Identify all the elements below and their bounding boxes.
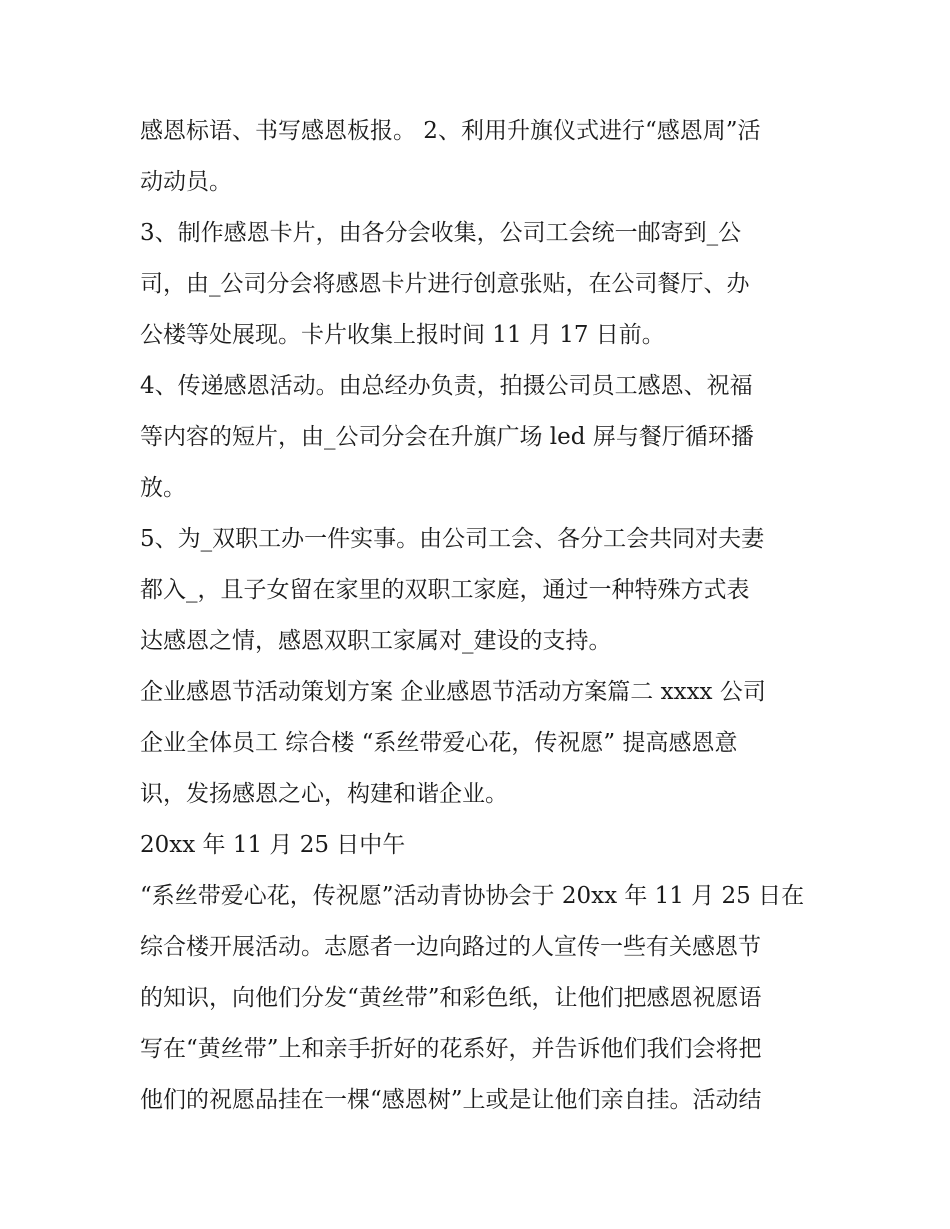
document-body [140, 106, 820, 1126]
text-line: 写在“黄丝带”上和亲手折好的花系好，并告诉他们我们会将把 [140, 1036, 762, 1062]
text-line: 等内容的短片，由_公司分会在升旗广场 led 屏与餐厅循环播 [140, 424, 754, 450]
text-line: 4、传递感恩活动。由总经办负责，拍摄公司员工感恩、祝福 [140, 373, 753, 399]
text-line: 综合楼开展活动。志愿者一边向路过的人宣传一些有关感恩节 [140, 934, 761, 960]
text-line: 司，由_公司分会将感恩卡片进行创意张贴，在公司餐厅、办 [140, 271, 750, 297]
text-line: 动动员。 [140, 169, 232, 195]
text-line: 都入_，且子女留在家里的双职工家庭，通过一种特殊方式表 [140, 577, 750, 603]
text-line: 的知识，向他们分发“黄丝带”和彩色纸，让他们把感恩祝愿语 [140, 985, 762, 1011]
text-line: 感恩标语、书写感恩板报。 2、利用升旗仪式进行“感恩周”活 [140, 118, 761, 144]
text-line: 公楼等处展现。卡片收集上报时间 11 月 17 日前。 [140, 322, 665, 348]
text-line: 5、为_双职工办一件实事。由公司工会、各分工会共同对夫妻 [140, 526, 765, 552]
text-line: 达感恩之情，感恩双职工家属对_建设的支持。 [140, 628, 612, 654]
text-line: 放。 [140, 475, 186, 501]
text-line: 20xx 年 11 月 25 日中午 [140, 832, 406, 858]
text-line: 识，发扬感恩之心，构建和谐企业。 [140, 781, 508, 807]
text-line: 企业感恩节活动策划方案 企业感恩节活动方案篇二 xxxx 公司 [140, 679, 766, 705]
text-line: 他们的祝愿品挂在一棵“感恩树”上或是让他们亲自挂。活动结 [140, 1087, 762, 1113]
text-line: 3、制作感恩卡片，由各分会收集，公司工会统一邮寄到_公 [140, 220, 742, 246]
text-line: 企业全体员工 综合楼 “系丝带爱心花，传祝愿” 提高感恩意 [140, 730, 738, 756]
text-line: “系丝带爱心花，传祝愿”活动青协协会于 20xx 年 11 月 25 日在 [140, 883, 805, 909]
